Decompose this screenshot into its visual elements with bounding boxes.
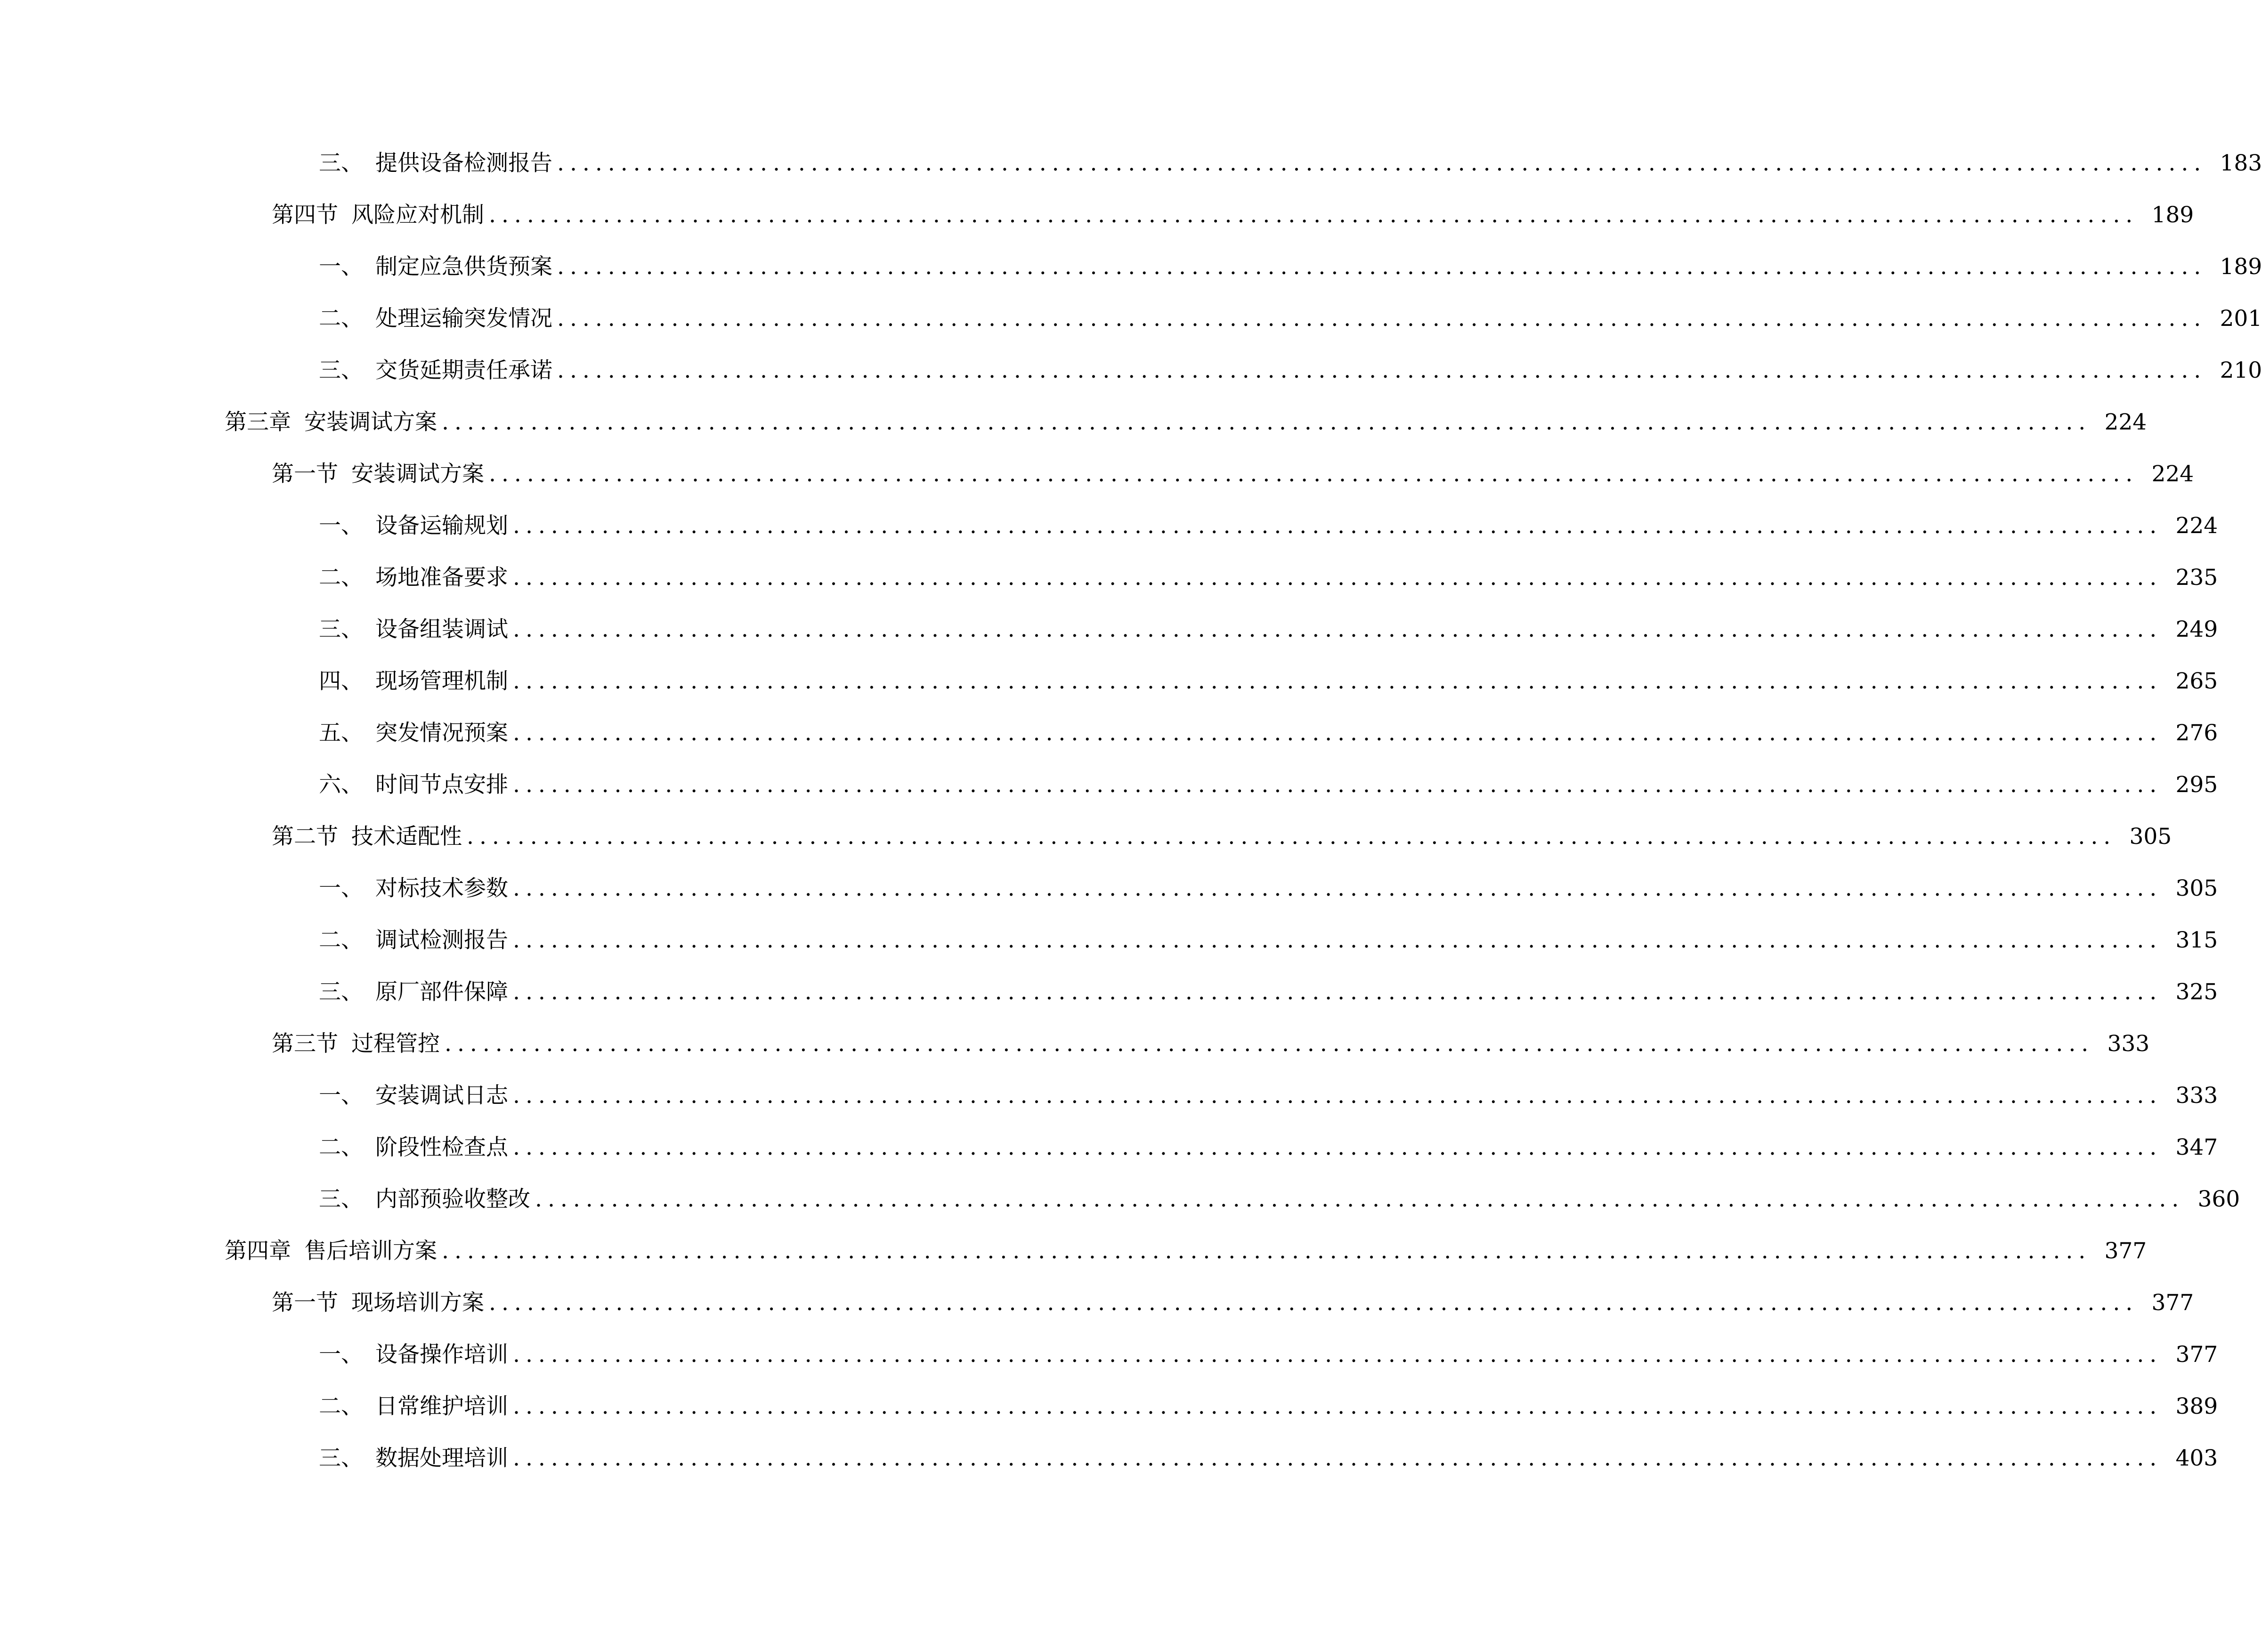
toc-entry-number: 第一节: [272, 461, 338, 487]
toc-entry-title: 设备操作培训: [375, 1342, 508, 1368]
toc-leader-dots: ..................................................................................................................................: [445, 1031, 2094, 1057]
toc-entry-number: 三、: [319, 357, 363, 383]
toc-entry-title: 内部预验收整改: [375, 1186, 530, 1212]
toc-entry-title: 数据处理培训: [375, 1445, 508, 1471]
toc-entry-number: 三、: [319, 150, 363, 176]
toc-entry-number: 一、: [319, 254, 363, 280]
toc-entry-title: 提供设备检测报告: [375, 150, 552, 176]
toc-entry-page: 347: [2175, 1134, 2218, 1160]
toc-leader-dots: ..................................................................................................................................: [513, 875, 2163, 901]
toc-entry-page: 210: [2220, 357, 2262, 383]
toc-entry-title: 技术适配性: [351, 824, 462, 850]
toc-entry-title: 安装调试方案: [304, 409, 437, 435]
toc-entry-title: 交货延期责任承诺: [375, 357, 552, 383]
toc-entry-page: 224: [2175, 513, 2218, 539]
toc-entry[interactable]: [0, 1181, 2240, 1218]
toc-entry[interactable]: [0, 1077, 2218, 1115]
toc-leader-dots: ..................................................................................................................................: [557, 150, 2207, 176]
toc-entry[interactable]: [0, 766, 2218, 804]
toc-entry-number: 第三节: [272, 1031, 338, 1057]
toc-entry-title: 突发情况预案: [375, 720, 508, 746]
toc-entry-title: 处理运输突发情况: [375, 306, 552, 332]
toc-entry-page: 377: [2104, 1238, 2147, 1264]
toc-leader-dots: ..................................................................................................................................: [467, 824, 2116, 850]
toc-leader-dots: ..................................................................................................................................: [489, 461, 2139, 487]
toc-entry-number: 第四节: [272, 202, 338, 228]
toc-entry[interactable]: [0, 145, 2262, 182]
toc-entry-number: 五、: [319, 720, 363, 746]
toc-leader-dots: ..................................................................................................................................: [489, 1290, 2139, 1316]
toc-entry-number: 三、: [319, 1445, 363, 1471]
toc-entry-title: 制定应急供货预案: [375, 254, 552, 280]
toc-leader-dots: ..................................................................................................................................: [513, 1083, 2163, 1109]
toc-entry[interactable]: [0, 507, 2218, 545]
toc-leader-dots: ..................................................................................................................................: [557, 357, 2207, 383]
toc-entry-title: 原厂部件保障: [375, 979, 508, 1005]
toc-entry[interactable]: [0, 248, 2262, 286]
toc-entry-title: 对标技术参数: [375, 875, 508, 901]
toc-leader-dots: ..................................................................................................................................: [513, 979, 2163, 1005]
toc-entry[interactable]: [0, 973, 2218, 1011]
toc-entry-page: 360: [2197, 1186, 2240, 1212]
toc-leader-dots: ..................................................................................................................................: [557, 254, 2207, 280]
toc-leader-dots: ..................................................................................................................................: [535, 1186, 2185, 1212]
toc-leader-dots: ..................................................................................................................................: [489, 202, 2139, 228]
toc-entry-number: 第一节: [272, 1290, 338, 1316]
toc-leader-dots: ..................................................................................................................................: [442, 409, 2092, 435]
toc-entry-number: 二、: [319, 1393, 363, 1419]
toc-entry-page: 183: [2220, 150, 2262, 176]
toc-entry-page: 403: [2175, 1445, 2218, 1471]
toc-entry-page: 224: [2151, 461, 2194, 487]
toc-entry-page: 189: [2220, 254, 2262, 280]
toc-leader-dots: ..................................................................................................................................: [513, 565, 2163, 591]
toc-leader-dots: ..................................................................................................................................: [513, 668, 2163, 694]
toc-entry-title: 设备组装调试: [375, 616, 508, 642]
toc-entry-number: 一、: [319, 513, 363, 539]
toc-entry-number: 第四章: [225, 1238, 291, 1264]
toc-leader-dots: ..................................................................................................................................: [513, 927, 2163, 953]
toc-entry-page: 224: [2104, 409, 2147, 435]
toc-entry[interactable]: [0, 352, 2262, 389]
toc-entry[interactable]: [0, 922, 2218, 959]
toc-entry-page: 305: [2129, 824, 2172, 850]
toc-entry-number: 一、: [319, 875, 363, 901]
toc-entry-title: 场地准备要求: [375, 565, 508, 591]
toc-entry-number: 二、: [319, 565, 363, 591]
toc-entry-number: 一、: [319, 1342, 363, 1368]
toc-entry-page: 265: [2175, 668, 2218, 694]
toc-entry-page: 295: [2175, 772, 2218, 798]
toc-leader-dots: ..................................................................................................................................: [513, 616, 2163, 642]
toc-entry-number: 三、: [319, 979, 363, 1005]
toc-entry[interactable]: [0, 559, 2218, 597]
toc-entry-page: 189: [2151, 202, 2194, 228]
toc-entry-title: 现场培训方案: [351, 1290, 484, 1316]
toc-entry[interactable]: [0, 1284, 2194, 1322]
toc-entry-title: 阶段性检查点: [375, 1134, 508, 1160]
toc-entry[interactable]: [0, 455, 2194, 493]
toc-entry[interactable]: [0, 870, 2218, 907]
toc-entry-number: 第三章: [225, 409, 291, 435]
toc-entry-title: 安装调试日志: [375, 1083, 508, 1109]
toc-leader-dots: ..................................................................................................................................: [513, 772, 2163, 798]
toc-entry[interactable]: [0, 300, 2262, 338]
toc-entry-page: 377: [2175, 1342, 2218, 1368]
toc-entry-title: 售后培训方案: [304, 1238, 437, 1264]
toc-entry-page: 249: [2175, 616, 2218, 642]
toc-entry-number: 第二节: [272, 824, 338, 850]
toc-entry[interactable]: [0, 1129, 2218, 1166]
toc-entry-number: 二、: [319, 306, 363, 332]
toc-entry[interactable]: [0, 714, 2218, 752]
toc-entry[interactable]: [0, 1388, 2218, 1425]
toc-entry-title: 日常维护培训: [375, 1393, 508, 1419]
toc-entry[interactable]: [0, 1232, 2147, 1270]
toc-entry-number: 三、: [319, 616, 363, 642]
toc-entry-number: 四、: [319, 668, 363, 694]
toc-leader-dots: ..................................................................................................................................: [513, 1393, 2163, 1419]
toc-entry-number: 六、: [319, 772, 363, 798]
toc-entry-page: 333: [2107, 1031, 2150, 1057]
toc-entry[interactable]: [0, 1440, 2218, 1477]
toc-entry[interactable]: [0, 818, 2172, 856]
toc-entry-page: 389: [2175, 1393, 2218, 1419]
toc-entry-title: 安装调试方案: [351, 461, 484, 487]
toc-leader-dots: ..................................................................................................................................: [442, 1238, 2092, 1264]
toc-leader-dots: ..................................................................................................................................: [513, 1342, 2163, 1368]
toc-leader-dots: ..................................................................................................................................: [513, 1445, 2163, 1471]
toc-entry[interactable]: [0, 1336, 2218, 1374]
toc-entry-number: 一、: [319, 1083, 363, 1109]
toc-entry-number: 二、: [319, 927, 363, 953]
toc-entry-title: 设备运输规划: [375, 513, 508, 539]
toc-entry[interactable]: [0, 1025, 2150, 1063]
toc-entry-page: 201: [2220, 306, 2262, 332]
toc-leader-dots: ..................................................................................................................................: [513, 720, 2163, 746]
toc-entry-title: 调试检测报告: [375, 927, 508, 953]
toc-leader-dots: ..................................................................................................................................: [557, 306, 2207, 332]
toc-entry[interactable]: [0, 404, 2147, 441]
toc-entry-page: 315: [2175, 927, 2218, 953]
toc-entry-title: 现场管理机制: [375, 668, 508, 694]
toc-entry-page: 333: [2175, 1083, 2218, 1109]
toc-leader-dots: ..................................................................................................................................: [513, 513, 2163, 539]
toc-entry-page: 305: [2175, 875, 2218, 901]
toc-entry[interactable]: [0, 196, 2194, 234]
toc-entry[interactable]: [0, 611, 2218, 648]
toc-entry-page: 276: [2175, 720, 2218, 746]
toc-entry-title: 风险应对机制: [351, 202, 484, 228]
toc-entry-number: 三、: [319, 1186, 363, 1212]
toc-entry-page: 325: [2175, 979, 2218, 1005]
toc-entry-title: 过程管控: [351, 1031, 440, 1057]
toc-entry-page: 377: [2151, 1290, 2194, 1316]
toc-entry-title: 时间节点安排: [375, 772, 508, 798]
toc-entry[interactable]: [0, 663, 2218, 700]
toc-entry-page: 235: [2175, 565, 2218, 591]
toc-leader-dots: ..................................................................................................................................: [513, 1134, 2163, 1160]
toc-entry-number: 二、: [319, 1134, 363, 1160]
